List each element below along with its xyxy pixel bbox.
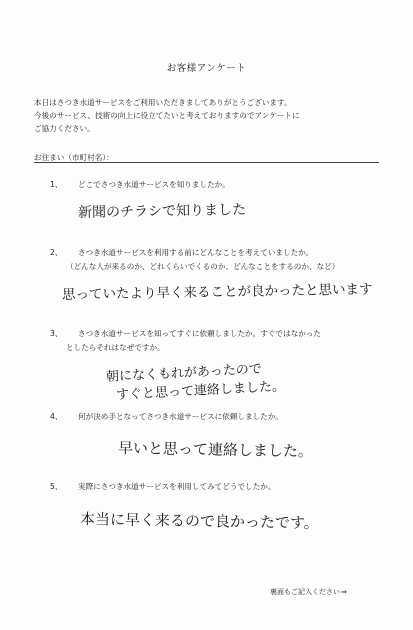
footer-text: 裏面もご記入ください <box>270 588 340 596</box>
intro-line: ご協力ください。 <box>34 124 95 133</box>
intro-line: 今後のサービス、技術の向上に役立てたいと考えておりますのでアンケートに <box>34 111 300 120</box>
answer-5: 本当に早く来るので良かったです。 <box>79 510 319 533</box>
arrow-right-icon: ⇒ <box>341 588 347 596</box>
question-number: 3、 <box>50 329 63 338</box>
page-title: お客様アンケート <box>166 63 247 74</box>
question-number: 1、 <box>50 180 63 189</box>
question-text: さつき水道サービスを知ってすぐに依頼しましたか。すぐではなかった <box>78 329 321 338</box>
intro-line: 本日はさつき水道サービスをご利用いただきましてありがとうございます。 <box>34 98 292 107</box>
answer-4: 早いと思って連絡しました。 <box>117 439 314 461</box>
address-underline <box>34 162 379 163</box>
question-number: 5、 <box>50 482 63 491</box>
question-text: としたらそれはなぜですか。 <box>66 343 165 352</box>
answer-3-line-2: すぐと思って連絡しました。 <box>115 379 286 403</box>
answer-3-line-1: 朝になくもれがあったので <box>105 361 263 385</box>
question-text: 何が決め手となってさつき水道サービスに依頼しましたか。 <box>78 412 284 421</box>
question-text: どこでさつき水道サービスを知りましたか。 <box>78 180 230 189</box>
question-number: 4、 <box>50 412 63 421</box>
question-text: さつき水道サービスを利用する前にどんなことを考えていましたか。 <box>78 248 314 257</box>
footer-note <box>270 587 347 597</box>
intro-text <box>34 96 384 135</box>
answer-2: 思っていたより早く来ることが良かったと思います <box>61 281 373 303</box>
address-label: お住まい（市町村名）： <box>34 153 114 162</box>
answer-1: 新聞のチラシで知りました <box>77 202 247 221</box>
question-text: 実際にさつき水道サービスを利用してみてどうでしたか。 <box>78 482 276 491</box>
question-text: （どんな人が来るのか、どれくらいでくるのか、どんなことをするのか、など） <box>66 262 340 271</box>
question-number: 2、 <box>50 248 63 257</box>
